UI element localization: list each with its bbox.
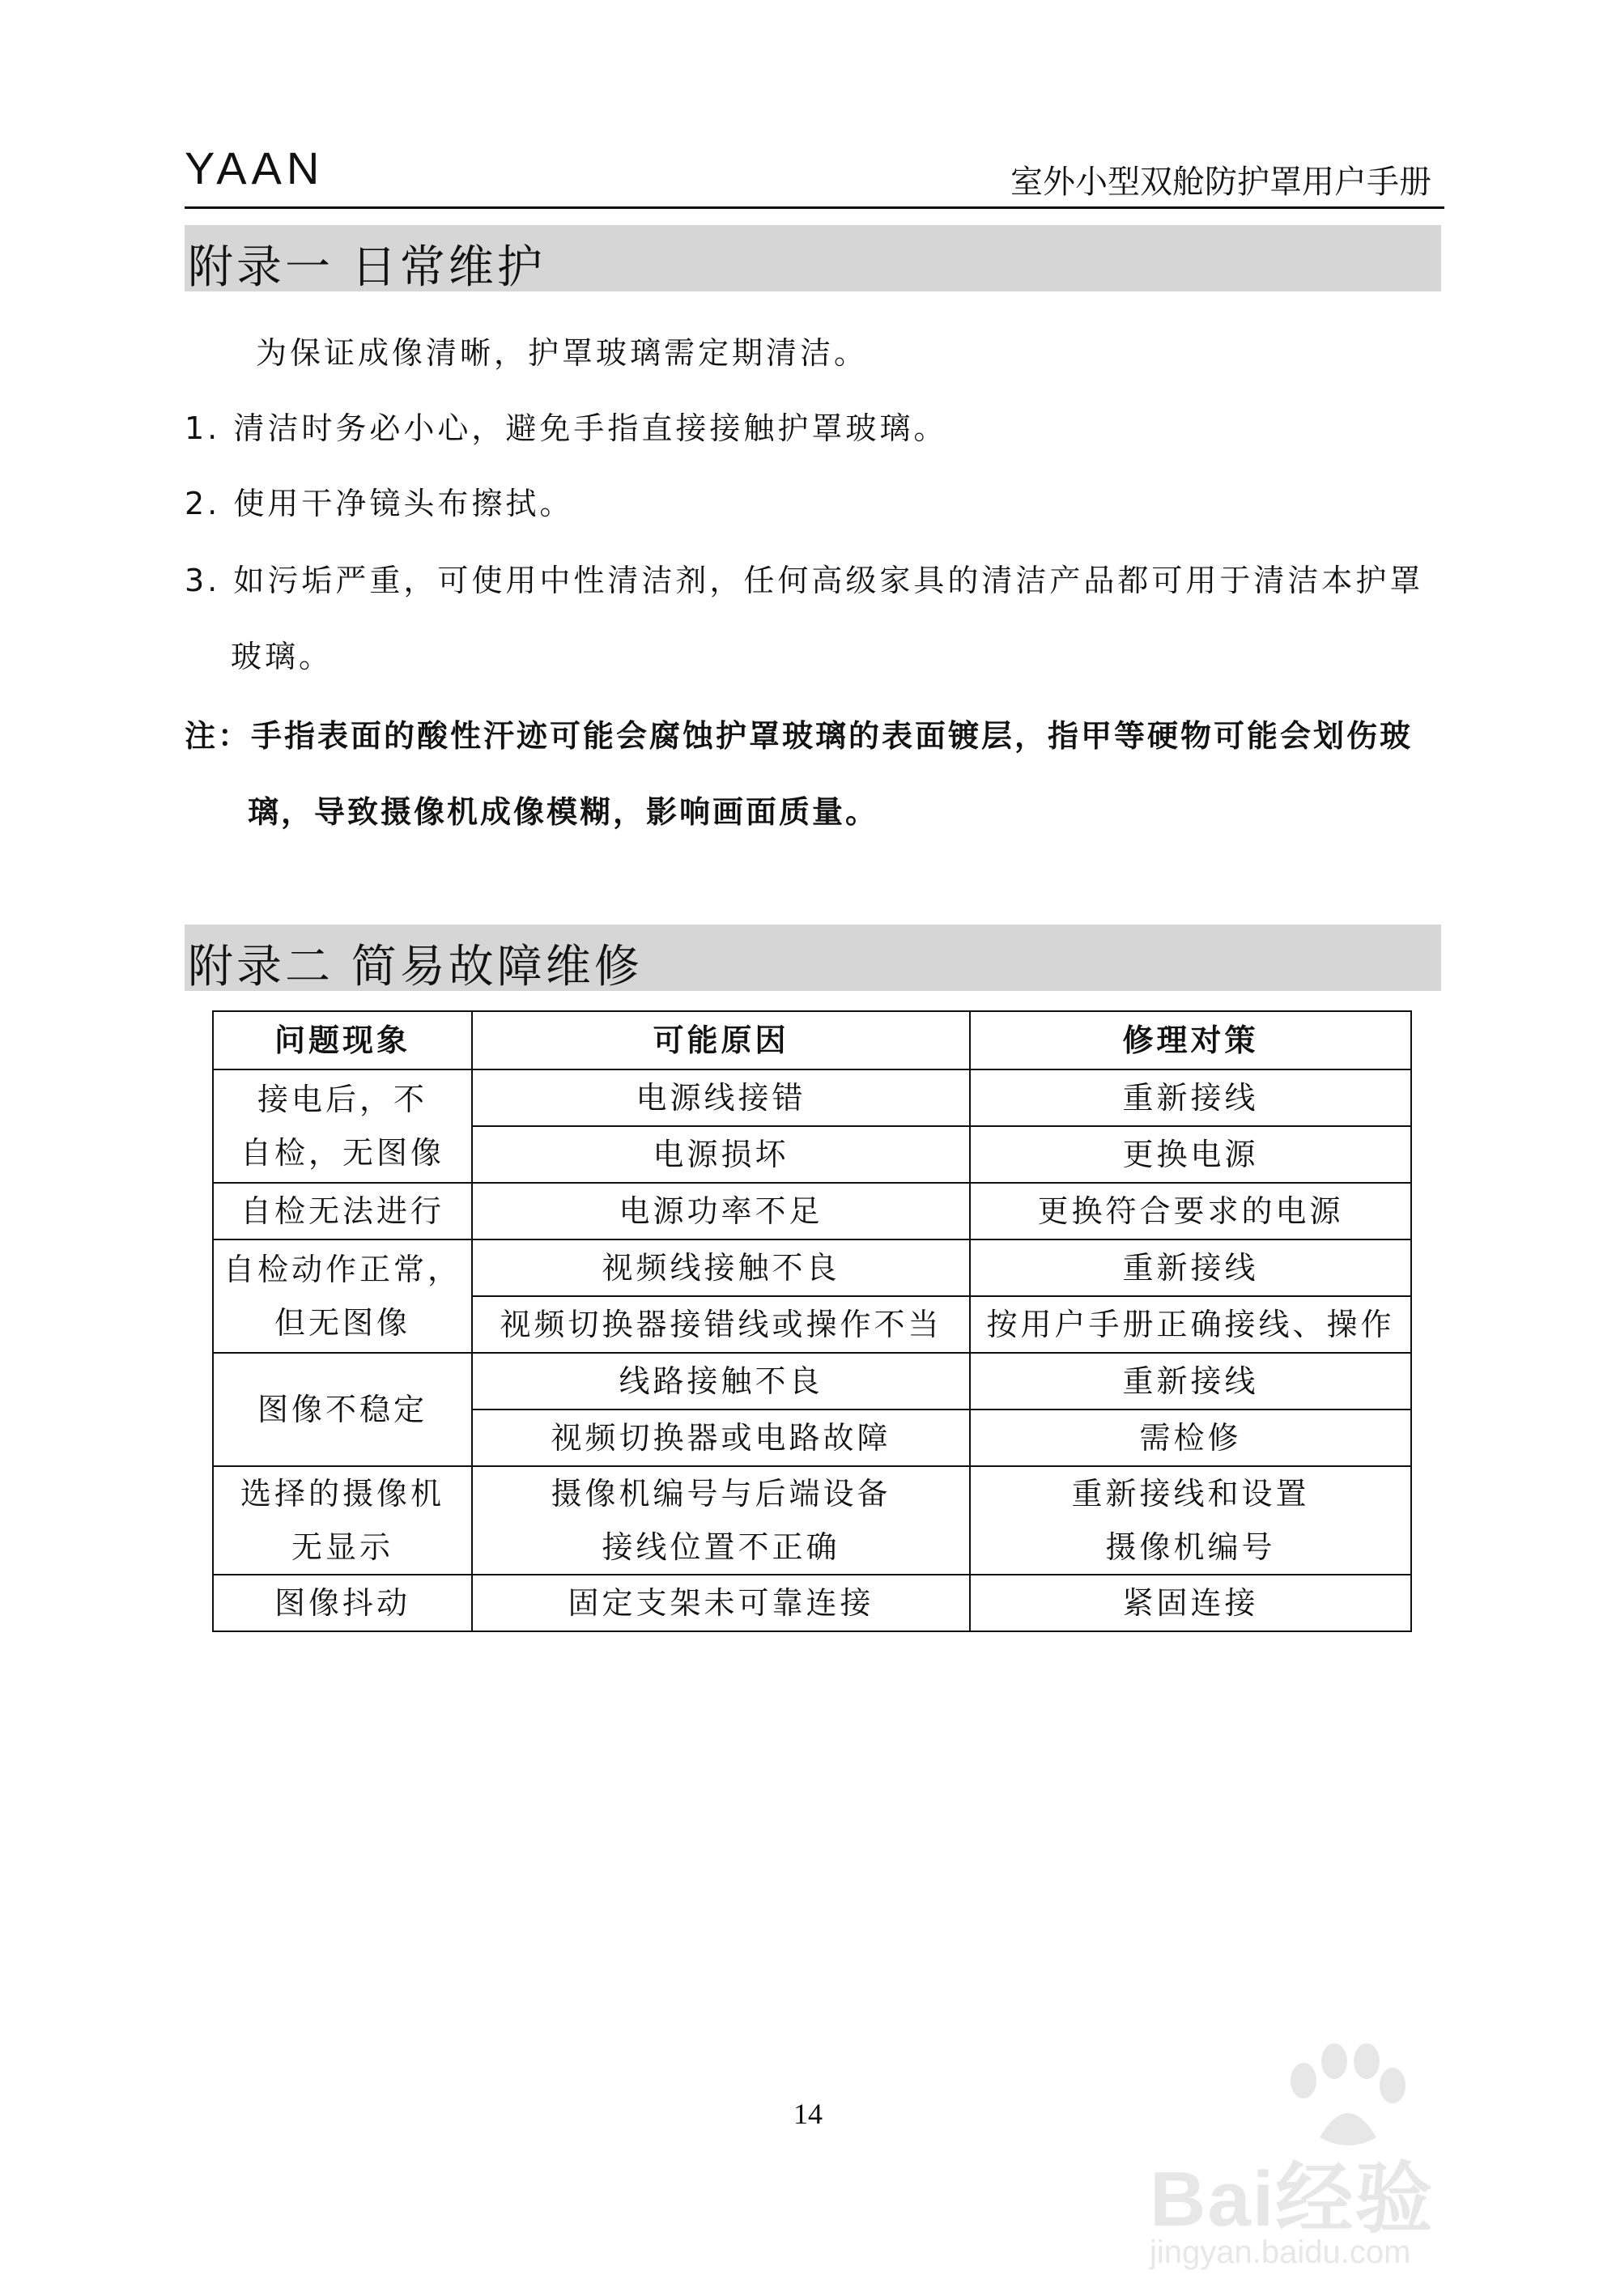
fix-cell: 重新接线 (970, 1239, 1411, 1296)
symptom-cell: 接电后，不 自检，无图像 (213, 1069, 472, 1183)
brand-logo: YAAN (185, 142, 325, 193)
troubleshooting-table (212, 1010, 1412, 1632)
header-cell: 问题现象 (213, 1011, 472, 1069)
watermark-brand: Bai经验 (1150, 2156, 1435, 2243)
table-row (213, 1069, 1411, 1126)
symptom-cell: 自检动作正常， 但无图像 (213, 1239, 472, 1353)
cause-cell: 视频切换器接错线或操作不当 (472, 1296, 970, 1353)
table-row (213, 1466, 1411, 1575)
list-item-continuation: 玻璃。 (231, 639, 334, 674)
header-cell: 可能原因 (472, 1011, 970, 1069)
cause-cell: 视频线接触不良 (472, 1239, 970, 1296)
symptom-cell: 自检无法进行 (213, 1183, 472, 1239)
fix-cell: 紧固连接 (970, 1575, 1411, 1631)
watermark-url: jingyan.baidu.com (1150, 2234, 1411, 2270)
cause-cell: 固定支架未可靠连接 (472, 1575, 970, 1631)
watermark (1150, 2040, 1603, 2283)
section-heading-troubleshooting (185, 925, 1441, 991)
fix-cell: 重新接线 (970, 1353, 1411, 1409)
note-text: 注：手指表面的酸性汗迹可能会腐蚀护罩玻璃的表面镀层，指甲等硬物可能会划伤玻 (185, 718, 1414, 754)
fix-cell: 重新接线和设置 摄像机编号 (970, 1466, 1411, 1575)
fix-cell: 更换电源 (970, 1126, 1411, 1183)
fix-cell: 需检修 (970, 1409, 1411, 1466)
paw-icon (1271, 2040, 1417, 2154)
fix-cell: 重新接线 (970, 1069, 1411, 1126)
document-title: 室外小型双舱防护罩用户手册 (1010, 164, 1431, 201)
list-item: 1. 清洁时务必小心，避免手指直接接触护罩玻璃。 (185, 410, 948, 446)
section-title: 附录一 日常维护 (188, 241, 546, 294)
section-title: 附录二 简易故障维修 (188, 941, 643, 993)
cause-cell: 电源线接错 (472, 1069, 970, 1126)
header-cell: 修理对策 (970, 1011, 1411, 1069)
cause-cell: 电源损坏 (472, 1126, 970, 1183)
table-row (213, 1575, 1411, 1631)
cause-cell: 视频切换器或电路故障 (472, 1409, 970, 1466)
cause-cell: 电源功率不足 (472, 1183, 970, 1239)
symptom-cell: 图像不稳定 (213, 1353, 472, 1466)
fix-cell: 按用户手册正确接线、操作 (970, 1296, 1411, 1353)
fix-cell: 更换符合要求的电源 (970, 1183, 1411, 1239)
page-number: 14 (793, 2098, 823, 2130)
note-text-continuation: 璃，导致摄像机成像模糊，影响画面质量。 (248, 794, 879, 830)
table-row (213, 1353, 1411, 1409)
table-row (213, 1183, 1411, 1239)
table-row (213, 1239, 1411, 1296)
list-item: 3. 如污垢严重，可使用中性清洁剂，任何高级家具的清洁产品都可用于清洁本护罩 (185, 563, 1424, 598)
intro-paragraph: 为保证成像清晰，护罩玻璃需定期清洁。 (256, 335, 869, 371)
list-item: 2. 使用干净镜头布擦拭。 (185, 486, 574, 521)
cause-cell: 线路接触不良 (472, 1353, 970, 1409)
page-header (185, 142, 1444, 209)
cause-cell: 摄像机编号与后端设备 接线位置不正确 (472, 1466, 970, 1575)
section-heading-maintenance (185, 225, 1441, 294)
symptom-cell: 图像抖动 (213, 1575, 472, 1631)
table-header-row (213, 1011, 1411, 1069)
symptom-cell: 选择的摄像机 无显示 (213, 1466, 472, 1575)
